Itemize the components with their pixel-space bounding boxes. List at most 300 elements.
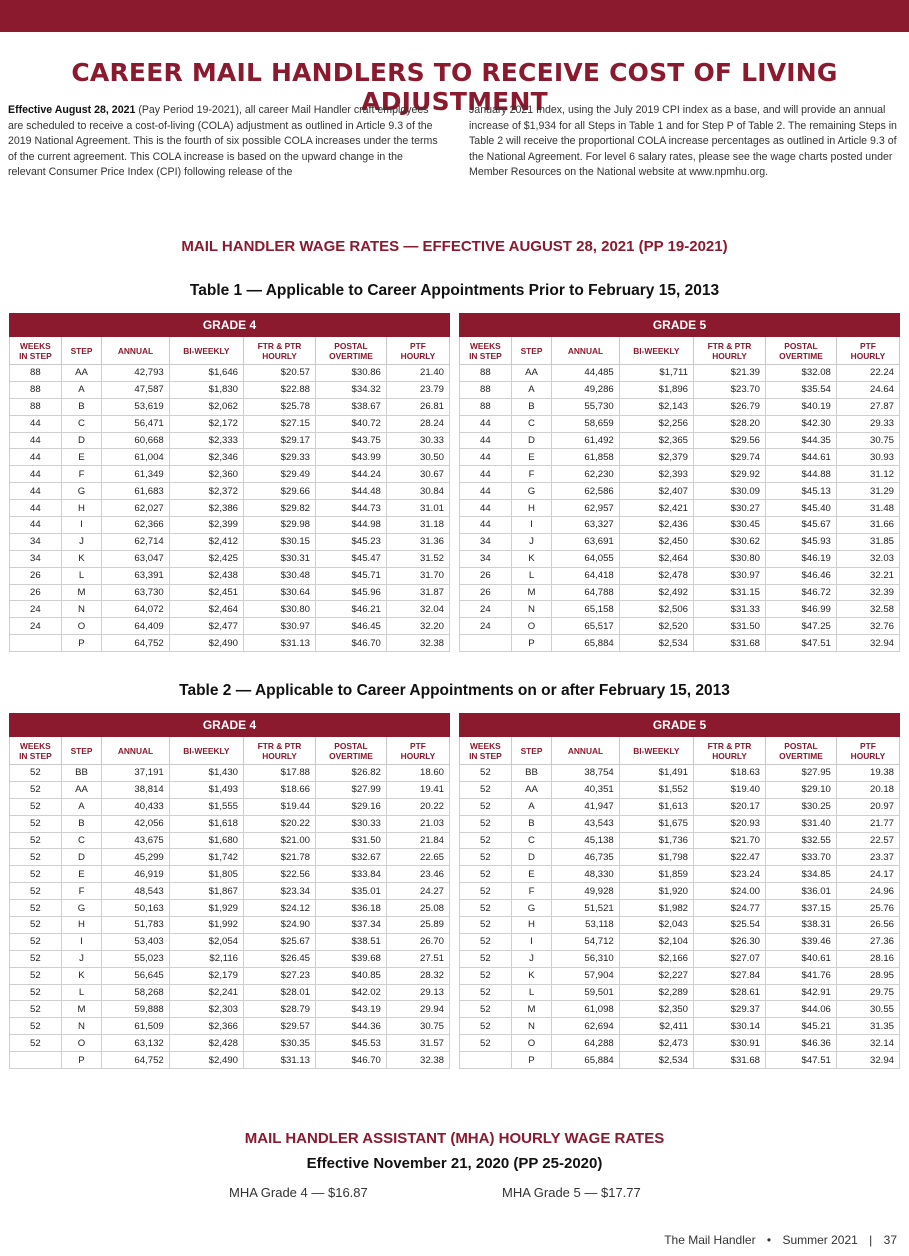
cell-postal-overtime: $45.53 xyxy=(316,1035,387,1052)
cell-ptf-hourly: 31.18 xyxy=(386,517,449,534)
column-header-text: FTR & PTR xyxy=(257,340,302,351)
cell-annual: 57,904 xyxy=(552,967,620,984)
cell-annual: 64,788 xyxy=(552,584,620,601)
cell-postal-overtime: $46.99 xyxy=(766,601,837,618)
cell-annual: 59,501 xyxy=(552,984,620,1001)
cell-weeks-in-step: 52 xyxy=(460,933,512,950)
cell-step: C xyxy=(511,832,552,849)
cell-ptf-hourly: 31.36 xyxy=(386,533,449,550)
column-header-text: PTF xyxy=(860,740,876,751)
cell-weeks-in-step: 52 xyxy=(10,1035,62,1052)
cell-ftr-ptr-hourly: $26.45 xyxy=(244,950,316,967)
cell-bi-weekly: $1,830 xyxy=(169,381,243,398)
table-row xyxy=(460,798,900,815)
cell-step: A xyxy=(61,798,102,815)
column-header-text: WEEKS xyxy=(470,340,501,351)
cell-ftr-ptr-hourly: $22.88 xyxy=(244,381,316,398)
cell-annual: 63,730 xyxy=(102,584,170,601)
cell-step: M xyxy=(511,1001,552,1018)
cell-ptf-hourly: 27.36 xyxy=(836,933,899,950)
cell-bi-weekly: $1,675 xyxy=(619,815,693,832)
table-row xyxy=(460,1035,900,1052)
cell-ftr-ptr-hourly: $26.30 xyxy=(694,933,766,950)
cell-postal-overtime: $45.23 xyxy=(316,533,387,550)
table-row xyxy=(460,883,900,900)
cell-postal-overtime: $40.19 xyxy=(766,398,837,415)
column-header-text: WEEKS xyxy=(20,340,51,351)
cell-ptf-hourly: 31.29 xyxy=(836,483,899,500)
table-row xyxy=(10,533,450,550)
cell-weeks-in-step: 44 xyxy=(10,466,62,483)
table-row xyxy=(460,933,900,950)
cell-bi-weekly: $1,552 xyxy=(619,781,693,798)
cell-ftr-ptr-hourly: $20.93 xyxy=(694,815,766,832)
table-row xyxy=(460,866,900,883)
column-header-text: IN STEP xyxy=(469,350,502,361)
cell-annual: 63,391 xyxy=(102,567,170,584)
cell-step: A xyxy=(61,381,102,398)
cell-ftr-ptr-hourly: $30.45 xyxy=(694,517,766,534)
cell-postal-overtime: $29.10 xyxy=(766,781,837,798)
cell-postal-overtime: $47.51 xyxy=(766,1052,837,1069)
cell-step: J xyxy=(61,950,102,967)
table-row xyxy=(10,815,450,832)
cell-weeks-in-step: 44 xyxy=(460,466,512,483)
column-header-annual xyxy=(552,737,620,765)
cell-annual: 62,586 xyxy=(552,483,620,500)
cell-weeks-in-step: 52 xyxy=(460,883,512,900)
page-footer xyxy=(664,1233,897,1247)
cell-ptf-hourly: 21.40 xyxy=(386,365,449,382)
cell-postal-overtime: $42.02 xyxy=(316,984,387,1001)
cell-ptf-hourly: 26.81 xyxy=(386,398,449,415)
cell-annual: 45,138 xyxy=(552,832,620,849)
cell-step: D xyxy=(61,432,102,449)
cell-weeks-in-step: 26 xyxy=(460,584,512,601)
cell-step: F xyxy=(511,883,552,900)
cell-ftr-ptr-hourly: $27.15 xyxy=(244,415,316,432)
cell-annual: 55,730 xyxy=(552,398,620,415)
cell-ftr-ptr-hourly: $24.00 xyxy=(694,883,766,900)
intro-paragraph-left xyxy=(8,103,438,181)
cell-postal-overtime: $46.72 xyxy=(766,584,837,601)
cell-weeks-in-step: 52 xyxy=(10,900,62,917)
cell-bi-weekly: $2,241 xyxy=(169,984,243,1001)
cell-ptf-hourly: 26.70 xyxy=(386,933,449,950)
table-row xyxy=(10,432,450,449)
cell-postal-overtime: $45.21 xyxy=(766,1018,837,1035)
column-header-ptf-hourly xyxy=(386,737,449,765)
cell-annual: 59,888 xyxy=(102,1001,170,1018)
cell-step: C xyxy=(511,415,552,432)
column-header-text: STEP xyxy=(520,745,543,756)
table-row xyxy=(460,584,900,601)
table-row xyxy=(460,550,900,567)
cell-step: O xyxy=(511,618,552,635)
cell-postal-overtime: $46.70 xyxy=(316,635,387,652)
cell-annual: 65,517 xyxy=(552,618,620,635)
cell-ptf-hourly: 31.01 xyxy=(386,500,449,517)
cell-postal-overtime: $31.40 xyxy=(766,815,837,832)
cell-ptf-hourly: 24.27 xyxy=(386,883,449,900)
table-row xyxy=(460,365,900,382)
column-header-text: STEP xyxy=(70,745,93,756)
table-row xyxy=(460,483,900,500)
cell-ptf-hourly: 21.03 xyxy=(386,815,449,832)
cell-ftr-ptr-hourly: $22.47 xyxy=(694,849,766,866)
cell-annual: 47,587 xyxy=(102,381,170,398)
cell-ftr-ptr-hourly: $29.74 xyxy=(694,449,766,466)
column-header-weeks-in-step xyxy=(10,337,62,365)
cell-weeks-in-step: 34 xyxy=(10,533,62,550)
cell-ftr-ptr-hourly: $30.97 xyxy=(694,567,766,584)
cell-annual: 61,683 xyxy=(102,483,170,500)
cell-bi-weekly: $1,736 xyxy=(619,832,693,849)
column-header-text: ANNUAL xyxy=(117,345,154,356)
column-header-postal-overtime xyxy=(766,337,837,365)
cell-ftr-ptr-hourly: $27.84 xyxy=(694,967,766,984)
table-row xyxy=(460,635,900,652)
column-header-step xyxy=(61,737,102,765)
cell-postal-overtime: $45.93 xyxy=(766,533,837,550)
cell-ptf-hourly: 32.14 xyxy=(836,1035,899,1052)
table-row xyxy=(460,500,900,517)
column-header-text: HOURLY xyxy=(262,350,297,361)
cell-bi-weekly: $1,613 xyxy=(619,798,693,815)
cell-weeks-in-step: 52 xyxy=(460,866,512,883)
cell-step: J xyxy=(511,950,552,967)
table-row xyxy=(10,900,450,917)
table-row xyxy=(460,517,900,534)
cell-bi-weekly: $1,430 xyxy=(169,765,243,782)
cell-step: L xyxy=(61,567,102,584)
footer-page-number: 37 xyxy=(883,1233,897,1247)
cell-ftr-ptr-hourly: $25.54 xyxy=(694,917,766,934)
cell-ptf-hourly: 31.70 xyxy=(386,567,449,584)
cell-annual: 61,492 xyxy=(552,432,620,449)
cell-ftr-ptr-hourly: $24.77 xyxy=(694,900,766,917)
cell-annual: 48,330 xyxy=(552,866,620,883)
column-header-ptf-hourly xyxy=(386,337,449,365)
grade-header: GRADE 4 xyxy=(10,314,450,337)
cell-weeks-in-step: 52 xyxy=(460,900,512,917)
cell-ptf-hourly: 28.16 xyxy=(836,950,899,967)
cell-annual: 37,191 xyxy=(102,765,170,782)
cell-step: I xyxy=(511,933,552,950)
cell-ftr-ptr-hourly: $19.44 xyxy=(244,798,316,815)
cell-weeks-in-step: 52 xyxy=(460,917,512,934)
cell-postal-overtime: $33.84 xyxy=(316,866,387,883)
cell-ptf-hourly: 32.20 xyxy=(386,618,449,635)
cell-annual: 63,047 xyxy=(102,550,170,567)
column-header-text: IN STEP xyxy=(19,750,52,761)
top-color-bar xyxy=(0,0,909,32)
cell-step: I xyxy=(511,517,552,534)
cell-postal-overtime: $36.18 xyxy=(316,900,387,917)
cell-ftr-ptr-hourly: $29.33 xyxy=(244,449,316,466)
column-header-text: HOURLY xyxy=(712,750,747,761)
cell-ftr-ptr-hourly: $30.80 xyxy=(244,601,316,618)
cell-step: C xyxy=(61,415,102,432)
cell-bi-weekly: $2,303 xyxy=(169,1001,243,1018)
cell-ftr-ptr-hourly: $23.34 xyxy=(244,883,316,900)
cell-annual: 38,754 xyxy=(552,765,620,782)
cell-postal-overtime: $35.54 xyxy=(766,381,837,398)
cell-bi-weekly: $2,407 xyxy=(619,483,693,500)
cell-annual: 46,735 xyxy=(552,849,620,866)
cell-weeks-in-step: 44 xyxy=(460,432,512,449)
cell-ftr-ptr-hourly: $28.20 xyxy=(694,415,766,432)
cell-bi-weekly: $2,450 xyxy=(619,533,693,550)
cell-annual: 41,947 xyxy=(552,798,620,815)
cell-postal-overtime: $41.76 xyxy=(766,967,837,984)
cell-weeks-in-step: 52 xyxy=(10,781,62,798)
cell-ftr-ptr-hourly: $28.79 xyxy=(244,1001,316,1018)
cell-step: K xyxy=(61,550,102,567)
table-row xyxy=(460,832,900,849)
table-row xyxy=(460,849,900,866)
cell-bi-weekly: $2,393 xyxy=(619,466,693,483)
cell-weeks-in-step xyxy=(460,635,512,652)
cell-ftr-ptr-hourly: $30.64 xyxy=(244,584,316,601)
cell-ptf-hourly: 32.38 xyxy=(386,1052,449,1069)
table-row xyxy=(10,584,450,601)
cell-annual: 63,132 xyxy=(102,1035,170,1052)
cell-bi-weekly: $2,464 xyxy=(619,550,693,567)
table-row xyxy=(10,1018,450,1035)
cell-bi-weekly: $2,062 xyxy=(169,398,243,415)
cell-weeks-in-step: 52 xyxy=(460,849,512,866)
cell-ftr-ptr-hourly: $30.62 xyxy=(694,533,766,550)
cell-annual: 51,521 xyxy=(552,900,620,917)
column-header-text: WEEKS xyxy=(20,740,51,751)
cell-ftr-ptr-hourly: $21.78 xyxy=(244,849,316,866)
table-row xyxy=(460,618,900,635)
cell-postal-overtime: $30.33 xyxy=(316,815,387,832)
cell-postal-overtime: $45.47 xyxy=(316,550,387,567)
cell-step: L xyxy=(511,984,552,1001)
cell-postal-overtime: $36.01 xyxy=(766,883,837,900)
cell-bi-weekly: $2,043 xyxy=(619,917,693,934)
cell-postal-overtime: $44.35 xyxy=(766,432,837,449)
column-header-text: IN STEP xyxy=(469,750,502,761)
cell-ftr-ptr-hourly: $29.57 xyxy=(244,1018,316,1035)
cell-ftr-ptr-hourly: $21.70 xyxy=(694,832,766,849)
table-row xyxy=(460,917,900,934)
cell-annual: 51,783 xyxy=(102,917,170,934)
table-row xyxy=(460,967,900,984)
cell-weeks-in-step: 88 xyxy=(10,365,62,382)
cell-ftr-ptr-hourly: $30.27 xyxy=(694,500,766,517)
cell-ptf-hourly: 30.75 xyxy=(386,1018,449,1035)
cell-step: M xyxy=(61,1001,102,1018)
cell-ptf-hourly: 22.65 xyxy=(386,849,449,866)
cell-weeks-in-step: 52 xyxy=(460,781,512,798)
cell-postal-overtime: $38.51 xyxy=(316,933,387,950)
cell-step: M xyxy=(61,584,102,601)
column-header-text: PTF xyxy=(860,340,876,351)
mha-subtitle: Effective November 21, 2020 (PP 25-2020) xyxy=(306,1155,603,1172)
cell-postal-overtime: $37.34 xyxy=(316,917,387,934)
cell-annual: 64,418 xyxy=(552,567,620,584)
cell-ptf-hourly: 31.66 xyxy=(836,517,899,534)
table-row xyxy=(10,567,450,584)
cell-bi-weekly: $2,386 xyxy=(169,500,243,517)
cell-ftr-ptr-hourly: $28.01 xyxy=(244,984,316,1001)
table-row xyxy=(10,967,450,984)
column-header-text: HOURLY xyxy=(850,750,886,761)
cell-ftr-ptr-hourly: $30.97 xyxy=(244,618,316,635)
column-header-postal-overtime xyxy=(766,737,837,765)
cell-ptf-hourly: 23.37 xyxy=(836,849,899,866)
cell-annual: 40,433 xyxy=(102,798,170,815)
cell-weeks-in-step: 44 xyxy=(460,449,512,466)
cell-postal-overtime: $34.32 xyxy=(316,381,387,398)
section-title: MAIL HANDLER WAGE RATES — EFFECTIVE AUGUST 28, 2021 (PP 19-2021) xyxy=(181,238,728,255)
cell-annual: 62,957 xyxy=(552,500,620,517)
grade-header: GRADE 5 xyxy=(460,314,900,337)
cell-step: AA xyxy=(61,365,102,382)
cell-annual: 38,814 xyxy=(102,781,170,798)
cell-bi-weekly: $2,143 xyxy=(619,398,693,415)
cell-ptf-hourly: 32.03 xyxy=(836,550,899,567)
cell-ftr-ptr-hourly: $30.35 xyxy=(244,1035,316,1052)
cell-step: A xyxy=(511,798,552,815)
cell-ptf-hourly: 31.52 xyxy=(386,550,449,567)
cell-ptf-hourly: 32.04 xyxy=(386,601,449,618)
cell-annual: 62,714 xyxy=(102,533,170,550)
cell-bi-weekly: $1,798 xyxy=(619,849,693,866)
cell-ftr-ptr-hourly: $29.82 xyxy=(244,500,316,517)
column-header-ptf-hourly xyxy=(836,337,899,365)
cell-step: G xyxy=(61,900,102,917)
cell-ptf-hourly: 29.13 xyxy=(386,984,449,1001)
cell-ftr-ptr-hourly: $31.13 xyxy=(244,635,316,652)
cell-bi-weekly: $2,379 xyxy=(619,449,693,466)
cell-annual: 42,056 xyxy=(102,815,170,832)
cell-step: M xyxy=(511,584,552,601)
table-row xyxy=(10,550,450,567)
table-row xyxy=(460,781,900,798)
cell-bi-weekly: $2,490 xyxy=(169,1052,243,1069)
cell-step: BB xyxy=(61,765,102,782)
column-header-text: OVERTIME xyxy=(329,750,373,761)
cell-bi-weekly: $2,399 xyxy=(169,517,243,534)
cell-weeks-in-step: 26 xyxy=(460,567,512,584)
cell-bi-weekly: $2,438 xyxy=(169,567,243,584)
cell-ptf-hourly: 32.58 xyxy=(836,601,899,618)
cell-annual: 64,409 xyxy=(102,618,170,635)
cell-postal-overtime: $39.68 xyxy=(316,950,387,967)
cell-ftr-ptr-hourly: $19.40 xyxy=(694,781,766,798)
cell-bi-weekly: $2,054 xyxy=(169,933,243,950)
column-header-postal-overtime xyxy=(316,737,387,765)
cell-ptf-hourly: 30.33 xyxy=(386,432,449,449)
column-header-weeks-in-step xyxy=(460,337,512,365)
cell-step: H xyxy=(511,917,552,934)
cell-ptf-hourly: 20.97 xyxy=(836,798,899,815)
cell-bi-weekly: $2,227 xyxy=(619,967,693,984)
cell-postal-overtime: $46.21 xyxy=(316,601,387,618)
cell-bi-weekly: $2,534 xyxy=(619,1052,693,1069)
cell-ptf-hourly: 31.48 xyxy=(836,500,899,517)
cell-postal-overtime: $40.72 xyxy=(316,415,387,432)
cell-annual: 56,310 xyxy=(552,950,620,967)
cell-bi-weekly: $1,859 xyxy=(619,866,693,883)
cell-step: E xyxy=(61,866,102,883)
cell-postal-overtime: $35.01 xyxy=(316,883,387,900)
cell-bi-weekly: $2,365 xyxy=(619,432,693,449)
cell-ptf-hourly: 22.24 xyxy=(836,365,899,382)
cell-step: L xyxy=(511,567,552,584)
cell-postal-overtime: $38.67 xyxy=(316,398,387,415)
cell-annual: 64,055 xyxy=(552,550,620,567)
cell-annual: 53,118 xyxy=(552,917,620,934)
cell-step: H xyxy=(61,500,102,517)
mha-title: MAIL HANDLER ASSISTANT (MHA) HOURLY WAGE RATES xyxy=(244,1130,665,1147)
cell-annual: 45,299 xyxy=(102,849,170,866)
cell-ptf-hourly: 32.76 xyxy=(836,618,899,635)
cell-annual: 43,543 xyxy=(552,815,620,832)
cell-postal-overtime: $44.24 xyxy=(316,466,387,483)
cell-weeks-in-step: 52 xyxy=(460,832,512,849)
table-row xyxy=(10,765,450,782)
cell-weeks-in-step: 52 xyxy=(10,849,62,866)
cell-bi-weekly: $1,742 xyxy=(169,849,243,866)
cell-ftr-ptr-hourly: $27.07 xyxy=(694,950,766,967)
cell-ptf-hourly: 27.87 xyxy=(836,398,899,415)
cell-annual: 61,098 xyxy=(552,1001,620,1018)
cell-weeks-in-step: 88 xyxy=(460,365,512,382)
cell-weeks-in-step: 24 xyxy=(460,618,512,635)
cell-bi-weekly: $2,464 xyxy=(169,601,243,618)
cell-bi-weekly: $1,491 xyxy=(619,765,693,782)
cell-ftr-ptr-hourly: $28.61 xyxy=(694,984,766,1001)
table-row xyxy=(10,781,450,798)
table-row xyxy=(460,984,900,1001)
column-header-text: FTR & PTR xyxy=(707,740,752,751)
table-row xyxy=(10,1052,450,1069)
cell-step: H xyxy=(511,500,552,517)
column-header-step xyxy=(61,337,102,365)
cell-annual: 53,619 xyxy=(102,398,170,415)
cell-annual: 54,712 xyxy=(552,933,620,950)
cell-annual: 64,288 xyxy=(552,1035,620,1052)
table-row xyxy=(460,1018,900,1035)
cell-ftr-ptr-hourly: $29.92 xyxy=(694,466,766,483)
column-header-text: PTF xyxy=(410,340,426,351)
column-header-text: OVERTIME xyxy=(779,350,823,361)
cell-ftr-ptr-hourly: $29.37 xyxy=(694,1001,766,1018)
column-header-text: HOURLY xyxy=(400,750,436,761)
cell-weeks-in-step: 88 xyxy=(460,381,512,398)
cell-ptf-hourly: 29.75 xyxy=(836,984,899,1001)
cell-annual: 61,858 xyxy=(552,449,620,466)
cell-weeks-in-step: 52 xyxy=(460,798,512,815)
cell-ftr-ptr-hourly: $23.24 xyxy=(694,866,766,883)
cell-ptf-hourly: 31.35 xyxy=(836,1018,899,1035)
cell-weeks-in-step: 52 xyxy=(460,815,512,832)
table-row xyxy=(10,398,450,415)
cell-ftr-ptr-hourly: $31.15 xyxy=(694,584,766,601)
cell-weeks-in-step: 52 xyxy=(460,950,512,967)
cell-weeks-in-step: 44 xyxy=(10,483,62,500)
cell-annual: 42,793 xyxy=(102,365,170,382)
cell-ptf-hourly: 30.84 xyxy=(386,483,449,500)
cell-bi-weekly: $2,428 xyxy=(169,1035,243,1052)
table-row xyxy=(460,950,900,967)
table-row xyxy=(460,432,900,449)
